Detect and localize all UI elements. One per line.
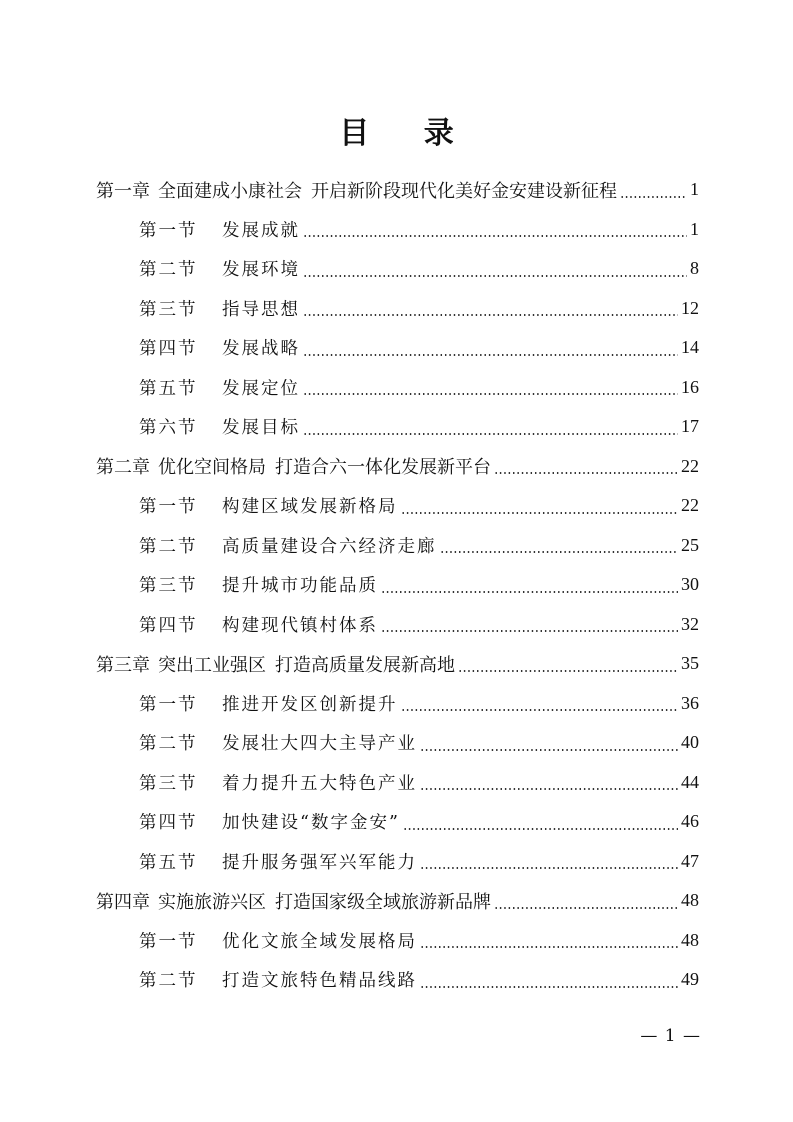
section-title: 发展战略 xyxy=(222,339,300,360)
section-number: 第二节 xyxy=(139,734,198,755)
section-title: 构建现代镇村体系 xyxy=(222,615,378,636)
toc-section-entry[interactable] xyxy=(96,249,699,289)
page-number: 40 xyxy=(681,732,699,753)
chapter-title: 突出工业强区 xyxy=(158,654,266,676)
page-number: 35 xyxy=(681,653,699,674)
section-title: 优化文旅全域发展格局 xyxy=(222,931,417,952)
chapter-title: 全面建成小康社会 xyxy=(158,180,302,202)
page-number: 30 xyxy=(681,574,699,595)
chapter-title: 实施旅游兴区 xyxy=(158,891,266,913)
section-title: 打造文旅特色精品线路 xyxy=(222,971,417,992)
section-number: 第三节 xyxy=(139,576,198,597)
page-number: 22 xyxy=(681,495,699,516)
dot-leader xyxy=(401,512,679,514)
toc-section-entry[interactable] xyxy=(96,486,699,526)
chapter-subtitle: 打造国家级全域旅游新品牌 xyxy=(275,891,491,913)
toc-section-entry[interactable] xyxy=(96,565,699,605)
page-title: 目 录 xyxy=(339,116,476,151)
section-title: 构建区域发展新格局 xyxy=(222,497,398,518)
section-title: 推进开发区创新提升 xyxy=(222,694,398,715)
page-number: 48 xyxy=(681,929,699,950)
section-number: 第四节 xyxy=(139,339,198,360)
page-number: 22 xyxy=(681,455,699,476)
dot-leader xyxy=(494,472,678,474)
page-number: 47 xyxy=(681,850,699,871)
chapter-subtitle: 打造合六一体化发展新平台 xyxy=(275,457,491,479)
section-title: 发展成就 xyxy=(222,220,300,241)
dot-leader xyxy=(303,314,678,316)
toc-section-entry[interactable] xyxy=(96,684,699,724)
page-number: 17 xyxy=(681,416,699,437)
section-number: 第一节 xyxy=(139,220,198,241)
section-number: 第三节 xyxy=(139,773,198,794)
toc-section-entry[interactable] xyxy=(96,526,699,566)
dot-leader xyxy=(303,275,687,277)
section-number: 第二节 xyxy=(139,971,198,992)
page-number: 46 xyxy=(681,811,699,832)
section-number: 第六节 xyxy=(139,418,198,439)
page-number: 8 xyxy=(690,258,699,279)
dot-leader xyxy=(401,709,679,711)
chapter-subtitle: 打造高质量发展新高地 xyxy=(275,654,455,676)
dot-leader xyxy=(303,393,678,395)
section-title: 提升城市功能品质 xyxy=(222,576,378,597)
dot-leader xyxy=(381,630,678,632)
page-number: 32 xyxy=(681,613,699,634)
section-title: 指导思想 xyxy=(222,299,300,320)
dot-leader xyxy=(494,907,678,909)
section-title: 发展环境 xyxy=(222,260,300,281)
toc-section-entry[interactable] xyxy=(96,802,699,842)
chapter-number: 第一章 xyxy=(96,180,150,202)
section-number: 第四节 xyxy=(139,813,198,834)
toc-section-entry[interactable] xyxy=(96,960,699,1000)
section-title: 着力提升五大特色产业 xyxy=(222,773,417,794)
chapter-title: 优化空间格局 xyxy=(158,457,266,479)
dot-leader xyxy=(440,551,679,553)
section-number: 第一节 xyxy=(139,694,198,715)
toc-section-entry[interactable] xyxy=(96,368,699,408)
dot-leader xyxy=(458,670,678,672)
section-title: 提升服务强军兴军能力 xyxy=(222,852,417,873)
section-number: 第五节 xyxy=(139,378,198,399)
dot-leader xyxy=(420,986,678,988)
toc-section-entry[interactable] xyxy=(96,763,699,803)
toc-chapter-entry[interactable] xyxy=(96,447,699,487)
section-title: 发展壮大四大主导产业 xyxy=(222,734,417,755)
section-number: 第五节 xyxy=(139,852,198,873)
page-number: 48 xyxy=(681,890,699,911)
toc-section-entry[interactable] xyxy=(96,328,699,368)
dot-leader xyxy=(303,235,687,237)
dot-leader xyxy=(381,591,678,593)
dot-leader xyxy=(420,788,678,790)
toc-section-entry[interactable] xyxy=(96,407,699,447)
toc-section-entry[interactable] xyxy=(96,289,699,329)
dot-leader xyxy=(420,867,678,869)
toc-section-entry[interactable] xyxy=(96,210,699,250)
section-title: 加快建设“数字金安” xyxy=(222,813,400,834)
toc-section-entry[interactable] xyxy=(96,921,699,961)
chapter-number: 第四章 xyxy=(96,891,150,913)
chapter-subtitle: 开启新阶段现代化美好金安建设新征程 xyxy=(311,180,617,202)
dot-leader xyxy=(403,828,678,830)
page-number: 14 xyxy=(681,337,699,358)
dot-leader xyxy=(303,433,678,435)
toc-section-entry[interactable] xyxy=(96,605,699,645)
table-of-contents xyxy=(96,170,699,1000)
page-number: 25 xyxy=(681,534,699,555)
page-number: 1 xyxy=(690,179,699,200)
section-number: 第一节 xyxy=(139,497,198,518)
toc-chapter-entry[interactable] xyxy=(96,881,699,921)
chapter-number: 第二章 xyxy=(96,457,150,479)
section-title: 发展目标 xyxy=(222,418,300,439)
dot-leader xyxy=(303,354,678,356)
page-number: 36 xyxy=(681,692,699,713)
section-number: 第三节 xyxy=(139,299,198,320)
page-number: 16 xyxy=(681,376,699,397)
section-title: 高质量建设合六经济走廊 xyxy=(222,536,437,557)
section-number: 第一节 xyxy=(139,931,198,952)
toc-chapter-entry[interactable] xyxy=(96,644,699,684)
toc-chapter-entry[interactable] xyxy=(96,170,699,210)
page-number-footer: — 1 — xyxy=(640,1026,701,1046)
page-number: 12 xyxy=(681,297,699,318)
dot-leader xyxy=(420,749,678,751)
toc-section-entry[interactable] xyxy=(96,723,699,763)
page-number: 49 xyxy=(681,969,699,990)
page-number: 1 xyxy=(690,218,699,239)
section-number: 第二节 xyxy=(139,536,198,557)
section-title: 发展定位 xyxy=(222,378,300,399)
dot-leader xyxy=(420,946,678,948)
toc-section-entry[interactable] xyxy=(96,842,699,882)
section-number: 第四节 xyxy=(139,615,198,636)
chapter-number: 第三章 xyxy=(96,654,150,676)
dot-leader xyxy=(620,196,687,198)
page-number: 44 xyxy=(681,771,699,792)
section-number: 第二节 xyxy=(139,260,198,281)
